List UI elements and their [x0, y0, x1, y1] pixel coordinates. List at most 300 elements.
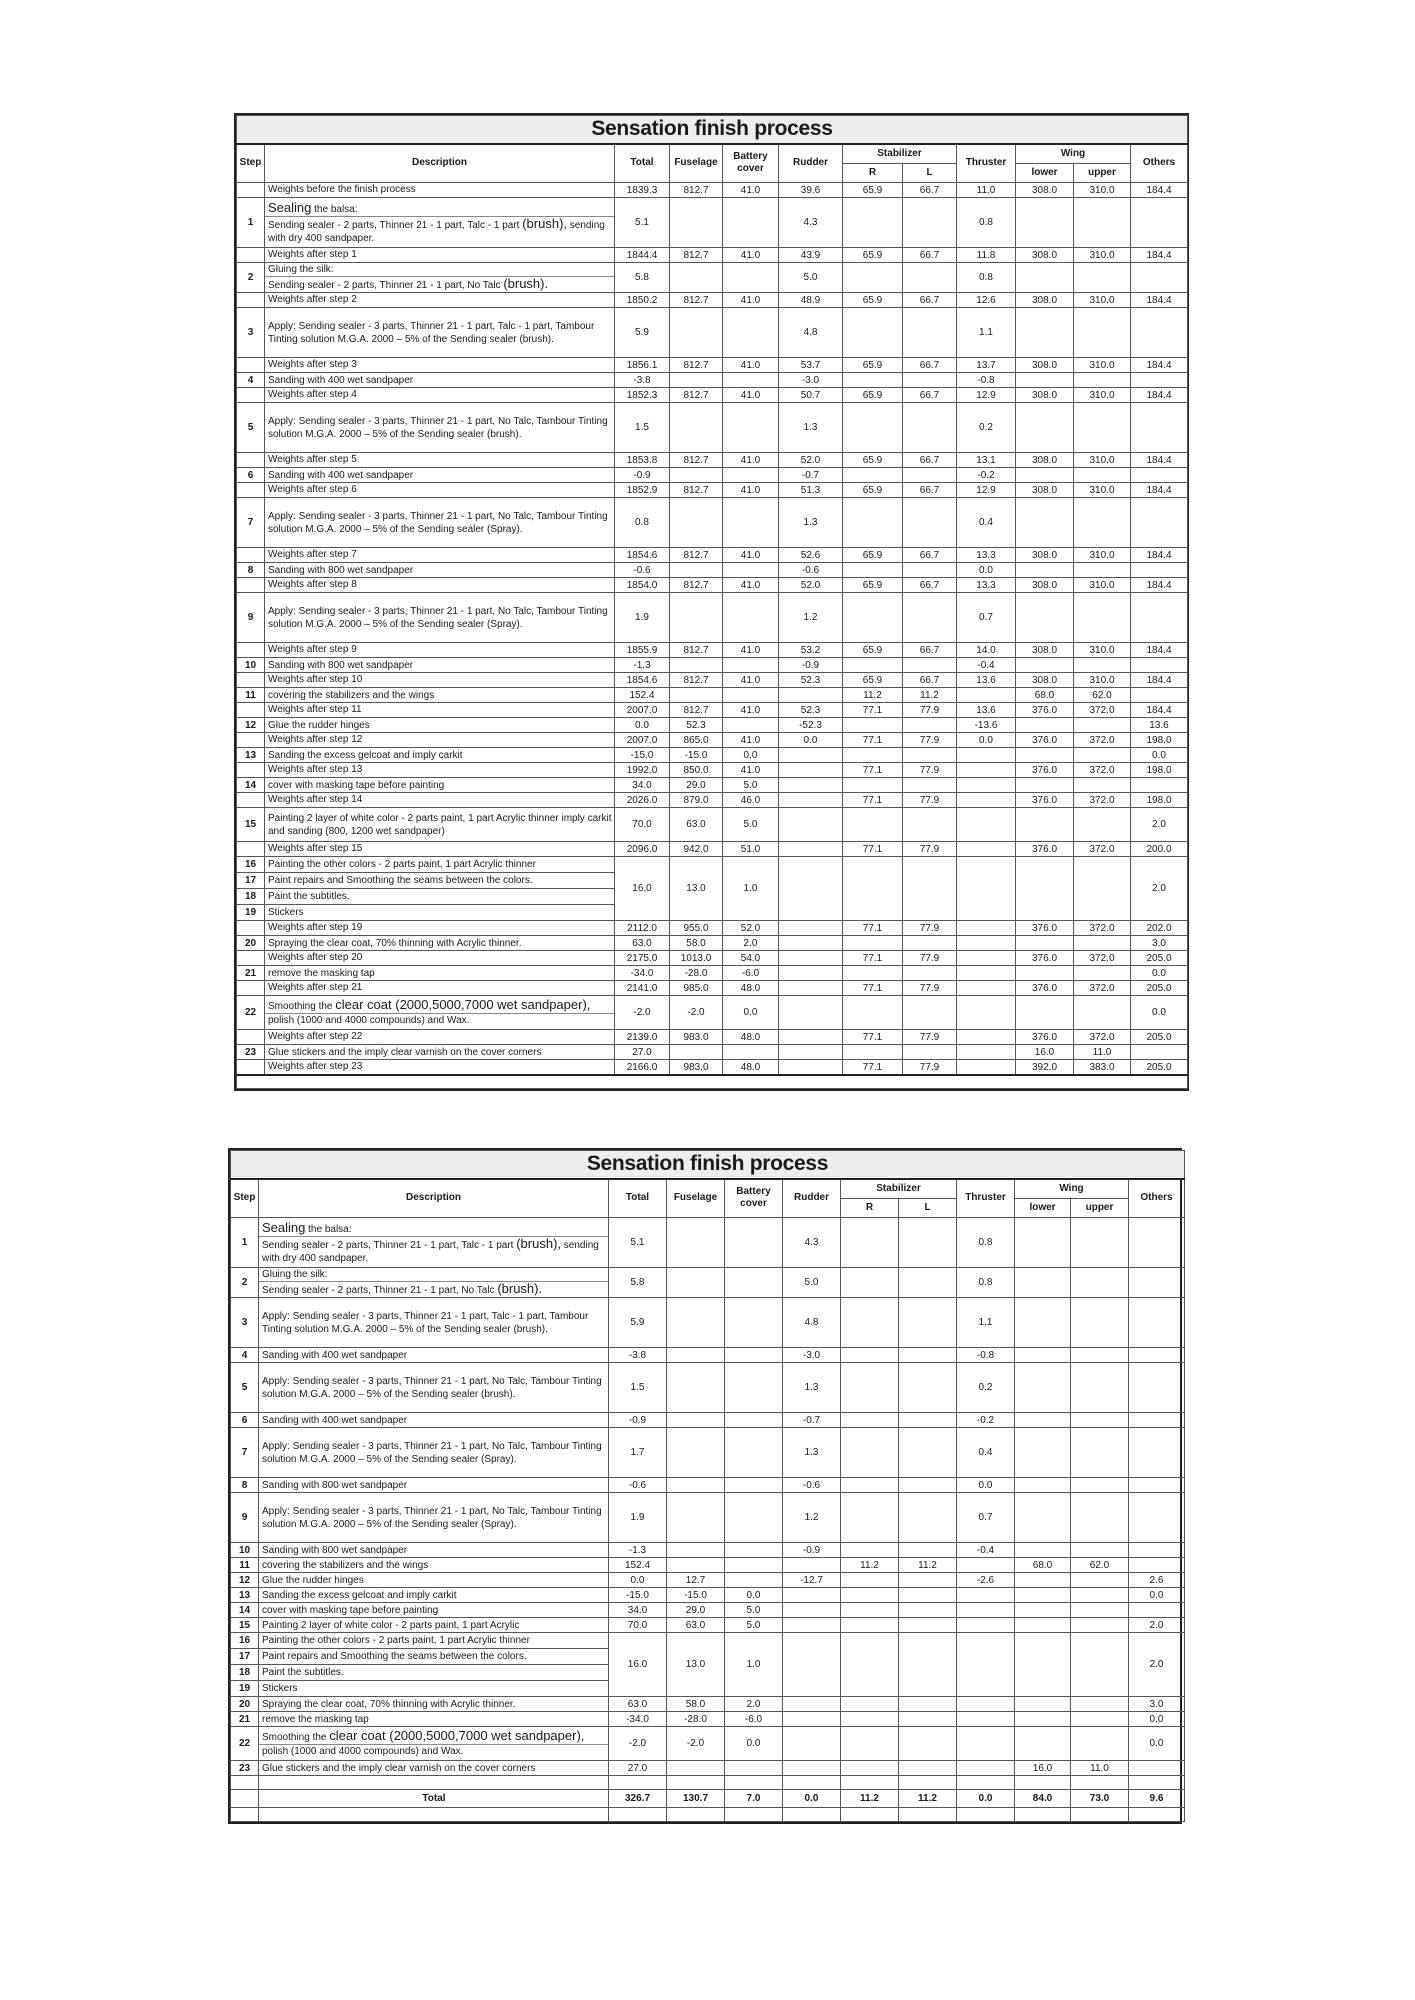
- blank-cell: [667, 1776, 725, 1790]
- value-battery-cover: 41.0: [723, 673, 779, 688]
- value-fuselage: [670, 658, 723, 673]
- value-fuselage: 812.7: [670, 183, 723, 198]
- step-number: 13: [237, 748, 265, 763]
- value-rudder: [779, 996, 843, 1030]
- description-text: sending with dry 400 sandpaper.: [268, 219, 605, 244]
- step-description: Painting the other colors - 2 parts paint, 1 part Acrylic thinner: [265, 857, 615, 873]
- value-wing-lower: 308.0: [1016, 248, 1074, 263]
- value-rudder: 53.2: [779, 643, 843, 658]
- value-stabilizer-l: 66.7: [903, 358, 957, 373]
- step-row: [231, 1573, 1185, 1588]
- value-battery-cover: 5.0: [723, 778, 779, 793]
- value-thruster: 12.9: [957, 388, 1016, 403]
- step-description: Apply: Sending sealer - 3 parts, Thinner 21 - 1 part, No Talc, Tambour Tinting solution M.G.A. 2000 – 5% of the Sending sealer (brush).: [259, 1363, 609, 1413]
- value-wing-lower: [1016, 563, 1074, 578]
- value-rudder: [779, 857, 843, 921]
- value-battery-cover: 2.0: [723, 936, 779, 951]
- value-fuselage: [670, 563, 723, 578]
- value-stabilizer-l: 77.9: [903, 703, 957, 718]
- value-fuselage: [667, 1268, 725, 1298]
- value-stabilizer-l: [899, 1588, 957, 1603]
- step-description: Sanding with 800 wet sandpaper: [265, 658, 615, 673]
- value-wing-upper: 372.0: [1074, 842, 1131, 857]
- value-total: 1853.8: [615, 453, 670, 468]
- value-thruster: 0.7: [957, 1493, 1015, 1543]
- value-battery-cover: [723, 373, 779, 388]
- value-rudder: -0.7: [783, 1413, 841, 1428]
- blank-cell: [1071, 1808, 1129, 1822]
- value-others: [1131, 373, 1188, 388]
- step-empty: [237, 248, 265, 263]
- total-others: 9.6: [1129, 1790, 1185, 1808]
- value-thruster: 13.7: [957, 358, 1016, 373]
- header-description: Description: [259, 1179, 609, 1218]
- value-fuselage: [670, 308, 723, 358]
- value-stabilizer-l: [899, 1697, 957, 1712]
- value-thruster: 14.0: [957, 643, 1016, 658]
- value-rudder: -0.7: [779, 468, 843, 483]
- value-wing-lower: 16.0: [1016, 1045, 1074, 1060]
- value-fuselage: -28.0: [667, 1712, 725, 1727]
- value-stabilizer-r: [841, 1618, 899, 1633]
- header-fuselage: Fuselage: [667, 1179, 725, 1218]
- step-empty: [237, 453, 265, 468]
- value-wing-lower: [1016, 658, 1074, 673]
- step-description: Apply: Sending sealer - 3 parts, Thinner 21 - 1 part, No Talc, Tambour Tinting solution M.G.A. 2000 – 5% of the Sending sealer (Spray).: [259, 1493, 609, 1543]
- blank-cell: [1129, 1776, 1185, 1790]
- value-wing-lower: [1016, 468, 1074, 483]
- value-thruster: [957, 936, 1016, 951]
- weights-label: Weights after step 20: [265, 951, 615, 966]
- step-description: Paint the subtitles.: [259, 1665, 609, 1681]
- value-rudder: [779, 1030, 843, 1045]
- value-wing-upper: 11.0: [1074, 1045, 1131, 1060]
- value-wing-lower: [1016, 593, 1074, 643]
- value-wing-upper: [1071, 1268, 1129, 1298]
- value-wing-upper: [1074, 373, 1131, 388]
- value-stabilizer-l: 66.7: [903, 388, 957, 403]
- description-text: Gluing the silk:: [262, 1269, 328, 1280]
- value-total: -1.3: [615, 658, 670, 673]
- value-stabilizer-r: [841, 1493, 899, 1543]
- value-battery-cover: 41.0: [723, 578, 779, 593]
- description-emphasis: (brush).: [497, 1281, 543, 1296]
- value-wing-upper: [1071, 1633, 1129, 1697]
- step-description: cover with masking tape before painting: [265, 778, 615, 793]
- value-wing-lower: 308.0: [1016, 453, 1074, 468]
- description-text: Smoothing the: [262, 1732, 330, 1743]
- value-wing-upper: [1071, 1363, 1129, 1413]
- value-thruster: 13.3: [957, 578, 1016, 593]
- value-stabilizer-l: [899, 1618, 957, 1633]
- value-fuselage: [670, 468, 723, 483]
- step-number: 4: [231, 1348, 259, 1363]
- step-empty: [237, 1060, 265, 1075]
- step-empty: [237, 842, 265, 857]
- step-description: Sanding with 400 wet sandpaper: [259, 1413, 609, 1428]
- value-wing-upper: [1074, 468, 1131, 483]
- value-stabilizer-r: 77.1: [843, 733, 903, 748]
- value-wing-lower: [1015, 1588, 1071, 1603]
- blank-cell: [1129, 1808, 1185, 1822]
- value-total: 2141.0: [615, 981, 670, 996]
- step-description: [265, 996, 615, 1030]
- step-row: [231, 1493, 1185, 1543]
- description-emphasis: (brush).: [503, 276, 549, 291]
- value-fuselage: 850.0: [670, 763, 723, 778]
- value-others: 200.0: [1131, 842, 1188, 857]
- value-others: 184.4: [1131, 453, 1188, 468]
- description-text: the balsa:: [305, 1223, 352, 1235]
- value-wing-upper: 310.0: [1074, 293, 1131, 308]
- step-row: [231, 1697, 1185, 1712]
- value-total: 2007.0: [615, 703, 670, 718]
- value-wing-lower: 376.0: [1016, 763, 1074, 778]
- step-row: [237, 263, 1188, 293]
- value-rudder: 1.3: [783, 1363, 841, 1413]
- value-wing-upper: [1074, 748, 1131, 763]
- value-thruster: -0.4: [957, 658, 1016, 673]
- blank-cell: [1015, 1808, 1071, 1822]
- value-total: 1854.6: [615, 548, 670, 563]
- value-fuselage: 58.0: [667, 1697, 725, 1712]
- value-fuselage: 812.7: [670, 248, 723, 263]
- value-fuselage: 29.0: [667, 1603, 725, 1618]
- value-stabilizer-r: 77.1: [843, 921, 903, 936]
- step-description: Spraying the clear coat, 70% thinning with Acrylic thinner.: [259, 1697, 609, 1712]
- value-battery-cover: 41.0: [723, 248, 779, 263]
- step-description: Spraying the clear coat, 70% thinning with Acrylic thinner.: [265, 936, 615, 951]
- value-rudder: [779, 688, 843, 703]
- value-wing-lower: 376.0: [1016, 842, 1074, 857]
- value-stabilizer-r: [841, 1603, 899, 1618]
- weights-label: Weights after step 22: [265, 1030, 615, 1045]
- value-total: 1.5: [609, 1363, 667, 1413]
- value-stabilizer-l: 11.2: [903, 688, 957, 703]
- total-total: 326.7: [609, 1790, 667, 1808]
- value-rudder: 1.3: [783, 1428, 841, 1478]
- value-fuselage: 812.7: [670, 358, 723, 373]
- value-fuselage: [670, 1045, 723, 1060]
- value-stabilizer-l: [899, 1348, 957, 1363]
- description-emphasis: clear coat (2000,5000,7000 wet sandpaper),: [329, 1728, 585, 1743]
- value-rudder: [779, 808, 843, 842]
- value-total: 1856.1: [615, 358, 670, 373]
- value-total: 1.9: [609, 1493, 667, 1543]
- value-stabilizer-l: [899, 1268, 957, 1298]
- value-total: 63.0: [615, 936, 670, 951]
- step-empty: [237, 578, 265, 593]
- value-total: 34.0: [615, 778, 670, 793]
- value-stabilizer-r: 65.9: [843, 548, 903, 563]
- value-rudder: [779, 921, 843, 936]
- value-fuselage: [670, 263, 723, 293]
- step-row: [231, 1603, 1185, 1618]
- value-others: 0.0: [1131, 748, 1188, 763]
- value-total: 16.0: [609, 1633, 667, 1697]
- value-wing-lower: [1016, 748, 1074, 763]
- description-line: [265, 1013, 614, 1027]
- value-others: 2.0: [1131, 808, 1188, 842]
- value-wing-upper: [1074, 966, 1131, 981]
- header-wing: Wing: [1015, 1179, 1129, 1199]
- data-table: [236, 115, 1188, 1089]
- value-fuselage: 812.7: [670, 548, 723, 563]
- value-wing-lower: 308.0: [1016, 388, 1074, 403]
- step-description: Stickers: [259, 1681, 609, 1697]
- description-text: Sending sealer - 2 parts, Thinner 21 - 1 part, No Talc: [268, 280, 504, 291]
- value-thruster: [957, 966, 1016, 981]
- value-fuselage: [667, 1543, 725, 1558]
- value-others: [1129, 1428, 1185, 1478]
- value-others: [1131, 308, 1188, 358]
- value-wing-upper: 310.0: [1074, 248, 1131, 263]
- value-thruster: 13.6: [957, 673, 1016, 688]
- header-stabilizer: Stabilizer: [841, 1179, 957, 1199]
- step-row: [237, 808, 1188, 842]
- value-battery-cover: [723, 198, 779, 248]
- value-stabilizer-l: [903, 778, 957, 793]
- value-stabilizer-r: 65.9: [843, 248, 903, 263]
- value-wing-lower: 308.0: [1016, 293, 1074, 308]
- value-total: 1.9: [615, 593, 670, 643]
- value-stabilizer-r: 65.9: [843, 578, 903, 593]
- value-total: 2112.0: [615, 921, 670, 936]
- value-others: 2.0: [1131, 857, 1188, 921]
- step-row: [231, 1348, 1185, 1363]
- value-fuselage: [667, 1363, 725, 1413]
- step-empty: [237, 921, 265, 936]
- value-battery-cover: [723, 718, 779, 733]
- value-wing-upper: 372.0: [1074, 1030, 1131, 1045]
- value-battery-cover: [725, 1268, 783, 1298]
- value-wing-upper: 310.0: [1074, 453, 1131, 468]
- value-wing-upper: [1074, 403, 1131, 453]
- step-number: 18: [231, 1665, 259, 1681]
- step-row: [237, 593, 1188, 643]
- value-stabilizer-r: 77.1: [843, 951, 903, 966]
- value-wing-lower: [1015, 1603, 1071, 1618]
- value-fuselage: [670, 688, 723, 703]
- header-stabilizer-l: L: [899, 1199, 957, 1218]
- step-empty: [237, 643, 265, 658]
- weights-label: Weights after step 9: [265, 643, 615, 658]
- header-wing: Wing: [1016, 144, 1131, 164]
- value-rudder: 1.2: [783, 1493, 841, 1543]
- value-rudder: 39.6: [779, 183, 843, 198]
- value-thruster: -0.2: [957, 1413, 1015, 1428]
- step-description: covering the stabilizers and the wings: [265, 688, 615, 703]
- total-wing-lower: 84.0: [1015, 1790, 1071, 1808]
- value-wing-upper: [1074, 563, 1131, 578]
- weights-row: [237, 1060, 1188, 1075]
- value-total: 34.0: [609, 1603, 667, 1618]
- value-wing-upper: 372.0: [1074, 981, 1131, 996]
- value-fuselage: -2.0: [667, 1727, 725, 1761]
- value-rudder: 4.8: [783, 1298, 841, 1348]
- step-row: [231, 1543, 1185, 1558]
- value-others: [1131, 468, 1188, 483]
- value-fuselage: 13.0: [667, 1633, 725, 1697]
- value-others: [1129, 1761, 1185, 1776]
- step-description: remove the masking tap: [259, 1712, 609, 1727]
- step-empty: [237, 981, 265, 996]
- step-number: 12: [237, 718, 265, 733]
- step-number: 13: [231, 1588, 259, 1603]
- value-total: 70.0: [609, 1618, 667, 1633]
- value-others: 0.0: [1131, 966, 1188, 981]
- value-thruster: 0.2: [957, 403, 1016, 453]
- value-thruster: -0.2: [957, 468, 1016, 483]
- step-number: 21: [231, 1712, 259, 1727]
- value-wing-lower: 68.0: [1016, 688, 1074, 703]
- value-thruster: [957, 808, 1016, 842]
- total-row: [231, 1790, 1185, 1808]
- value-wing-lower: [1015, 1428, 1071, 1478]
- value-wing-upper: 310.0: [1074, 358, 1131, 373]
- finish-process-table-2: [228, 1148, 1182, 1824]
- weights-row: [237, 578, 1188, 593]
- value-stabilizer-r: 65.9: [843, 388, 903, 403]
- total-label: Total: [259, 1790, 609, 1808]
- value-stabilizer-l: [899, 1712, 957, 1727]
- header-wing-lower: lower: [1016, 164, 1074, 183]
- value-thruster: -0.4: [957, 1543, 1015, 1558]
- value-fuselage: 942.0: [670, 842, 723, 857]
- step-number: 23: [237, 1045, 265, 1060]
- value-total: -0.6: [609, 1478, 667, 1493]
- value-fuselage: 58.0: [670, 936, 723, 951]
- step-description: Glue the rudder hinges: [259, 1573, 609, 1588]
- value-wing-upper: 11.0: [1071, 1761, 1129, 1776]
- value-wing-lower: [1016, 718, 1074, 733]
- value-fuselage: [670, 373, 723, 388]
- step-row: [231, 1761, 1185, 1776]
- value-stabilizer-r: 77.1: [843, 1060, 903, 1075]
- value-battery-cover: 0.0: [725, 1727, 783, 1761]
- value-others: [1129, 1218, 1185, 1268]
- value-stabilizer-r: [843, 996, 903, 1030]
- blank-cell: [237, 1075, 1188, 1089]
- value-battery-cover: [725, 1363, 783, 1413]
- value-rudder: 0.0: [779, 733, 843, 748]
- description-line: [268, 263, 612, 276]
- value-total: 27.0: [609, 1761, 667, 1776]
- value-battery-cover: 41.0: [723, 183, 779, 198]
- value-others: 184.4: [1131, 483, 1188, 498]
- weights-row: [237, 733, 1188, 748]
- value-others: [1129, 1493, 1185, 1543]
- value-battery-cover: 5.0: [725, 1603, 783, 1618]
- title-row: [237, 116, 1188, 144]
- step-row: [231, 1588, 1185, 1603]
- step-description: Apply: Sending sealer - 3 parts, Thinner 21 - 1 part, Talc - 1 part, Tambour Tinting solution M.G.A. 2000 – 5% of the Sending sealer (brush).: [265, 308, 615, 358]
- value-stabilizer-l: [903, 593, 957, 643]
- value-others: 0.0: [1131, 996, 1188, 1030]
- value-stabilizer-l: [903, 498, 957, 548]
- header-rudder: Rudder: [783, 1179, 841, 1218]
- value-total: 63.0: [609, 1697, 667, 1712]
- step-description: Apply: Sending sealer - 3 parts, Thinner 21 - 1 part, No Talc, Tambour Tinting solution M.G.A. 2000 – 5% of the Sending sealer (Spray).: [265, 498, 615, 548]
- value-battery-cover: [725, 1348, 783, 1363]
- value-stabilizer-r: 77.1: [843, 842, 903, 857]
- step-row: [237, 857, 1188, 873]
- value-battery-cover: [723, 1045, 779, 1060]
- value-stabilizer-r: [841, 1727, 899, 1761]
- value-total: 5.1: [615, 198, 670, 248]
- value-wing-upper: 372.0: [1074, 793, 1131, 808]
- value-thruster: [957, 778, 1016, 793]
- value-thruster: [957, 842, 1016, 857]
- value-wing-lower: [1015, 1413, 1071, 1428]
- value-total: 1854.0: [615, 578, 670, 593]
- value-fuselage: -2.0: [670, 996, 723, 1030]
- value-stabilizer-r: [841, 1363, 899, 1413]
- value-wing-lower: 376.0: [1016, 921, 1074, 936]
- value-thruster: [957, 1727, 1015, 1761]
- value-wing-lower: [1015, 1348, 1071, 1363]
- value-wing-lower: 308.0: [1016, 673, 1074, 688]
- step-row: [231, 1218, 1185, 1268]
- value-thruster: 1.1: [957, 1298, 1015, 1348]
- value-rudder: [783, 1712, 841, 1727]
- step-empty: [237, 388, 265, 403]
- value-stabilizer-r: [843, 778, 903, 793]
- value-wing-lower: [1015, 1268, 1071, 1298]
- value-thruster: 1.1: [957, 308, 1016, 358]
- step-row: [237, 966, 1188, 981]
- value-thruster: [957, 1697, 1015, 1712]
- value-rudder: [783, 1697, 841, 1712]
- value-rudder: -3.0: [779, 373, 843, 388]
- step-number: 4: [237, 373, 265, 388]
- blank-cell: [609, 1776, 667, 1790]
- description-line: [265, 216, 614, 245]
- value-thruster: [957, 793, 1016, 808]
- value-stabilizer-r: [841, 1588, 899, 1603]
- step-number: 14: [237, 778, 265, 793]
- weights-label: Weights after step 6: [265, 483, 615, 498]
- value-fuselage: 879.0: [670, 793, 723, 808]
- value-total: 152.4: [609, 1558, 667, 1573]
- value-rudder: -0.6: [779, 563, 843, 578]
- value-wing-upper: 310.0: [1074, 643, 1131, 658]
- value-wing-upper: [1074, 263, 1131, 293]
- value-wing-lower: [1015, 1363, 1071, 1413]
- value-wing-upper: 310.0: [1074, 578, 1131, 593]
- value-thruster: -0.8: [957, 1348, 1015, 1363]
- value-wing-upper: [1071, 1478, 1129, 1493]
- value-wing-lower: [1016, 373, 1074, 388]
- value-thruster: 11.8: [957, 248, 1016, 263]
- step-number: 18: [237, 889, 265, 905]
- header-row: [231, 1179, 1185, 1199]
- value-battery-cover: -6.0: [725, 1712, 783, 1727]
- value-fuselage: [667, 1218, 725, 1268]
- value-fuselage: 812.7: [670, 388, 723, 403]
- value-total: -0.9: [609, 1413, 667, 1428]
- step-row: [237, 748, 1188, 763]
- step-number: 3: [231, 1298, 259, 1348]
- value-fuselage: 812.7: [670, 673, 723, 688]
- value-rudder: -3.0: [783, 1348, 841, 1363]
- value-others: 198.0: [1131, 733, 1188, 748]
- value-stabilizer-l: 77.9: [903, 763, 957, 778]
- description-text: sending with dry 400 sandpaper.: [262, 1239, 599, 1264]
- step-description: Sanding the excess gelcoat and imply carkit: [259, 1588, 609, 1603]
- header-battery-cover: Battery cover: [723, 144, 779, 183]
- value-others: 184.4: [1131, 643, 1188, 658]
